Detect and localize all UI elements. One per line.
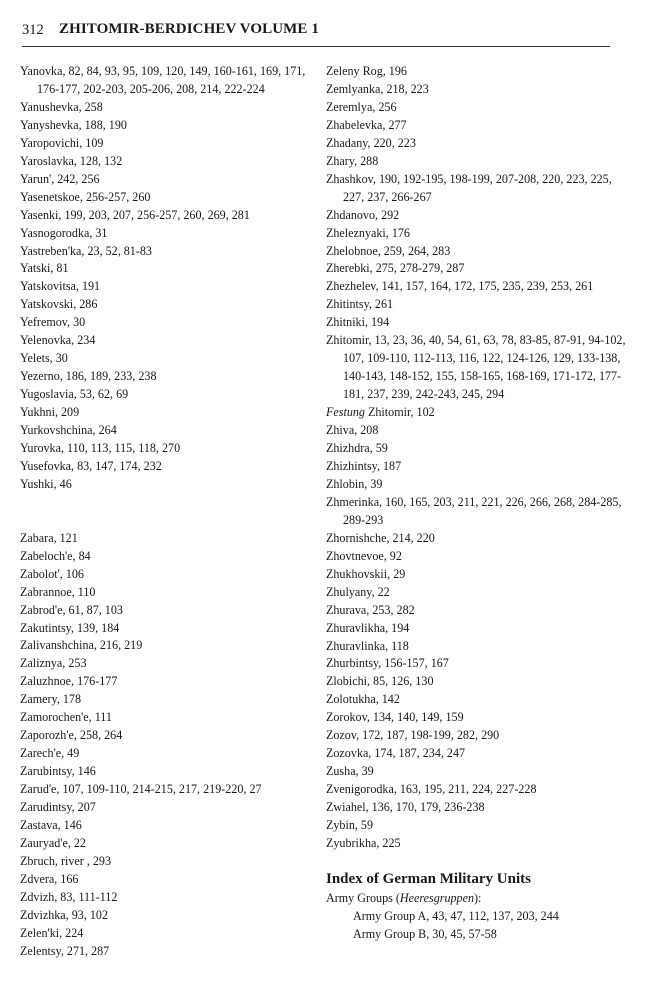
index-entry: Army Group A, 43, 47, 112, 137, 203, 244 [353, 908, 559, 923]
index-entry: Yelenovka, 234 [20, 333, 96, 348]
index-entry: Zvenigorodka, 163, 195, 211, 224, 227-228 [326, 782, 537, 797]
index-entry: Yaropovichi, 109 [20, 135, 104, 150]
index-entry: Zhizhintsy, 187 [326, 458, 402, 473]
army-groups-end: ): [474, 890, 482, 905]
index-entry: Zabara, 121 [20, 530, 78, 545]
index-entry: Zaliznya, 253 [20, 656, 87, 671]
index-entry: Zusha, 39 [326, 764, 374, 779]
index-entry: Zozov, 172, 187, 198-199, 282, 290 [326, 728, 500, 743]
index-entry: Zhukhovskii, 29 [326, 566, 406, 581]
page-number: 312 [22, 22, 44, 38]
index-entry: Zhurbintsy, 156-157, 167 [326, 656, 449, 671]
index-entry: Zhlobin, 39 [326, 476, 383, 491]
index-entry: Zelen'ki, 224 [20, 925, 84, 940]
index-entry: Zabeloch'e, 84 [20, 548, 91, 563]
index-column-right [326, 63, 626, 944]
index-entry: Yurkovshchina, 264 [20, 423, 117, 438]
index-entry: Zhelobnoe, 259, 264, 283 [326, 243, 451, 258]
index-entry: Yasnogorodka, 31 [20, 225, 108, 240]
index-entry: Zabrannoe, 110 [20, 584, 96, 599]
index-entry-festung-zhitomir [326, 404, 626, 422]
index-entry: Zhdanovo, 292 [326, 207, 400, 222]
index-group-y [20, 63, 316, 494]
index-entry: Zhurava, 253, 282 [326, 602, 415, 617]
index-entry: Zwiahel, 136, 170, 179, 236-238 [326, 800, 485, 815]
army-groups-sublist [326, 908, 626, 944]
index-entry: Yasenetskoe, 256-257, 260 [20, 189, 151, 204]
running-header [22, 20, 610, 47]
index-entry: Zorokov, 134, 140, 149, 159 [326, 710, 464, 725]
index-entry: Yurovka, 110, 113, 115, 118, 270 [20, 441, 181, 456]
index-entry: Yarun', 242, 256 [20, 171, 100, 186]
index-group-zh-b [326, 422, 626, 853]
running-head-title: ZHITOMIR-BERDICHEV VOLUME 1 [59, 21, 319, 37]
index-entry: Zeleny Rog, 196 [326, 64, 407, 78]
index-entry: Yukhni, 209 [20, 405, 80, 420]
section-heading: Index of German Military Units [326, 870, 531, 887]
index-entry: Zheleznyaki, 176 [326, 225, 410, 240]
festung-italic: Festung [326, 405, 365, 420]
index-entry: Zhovtnevoe, 92 [326, 548, 402, 563]
index-entry: Zalivanshchina, 216, 219 [20, 638, 143, 653]
index-entry: Zhadany, 220, 223 [326, 135, 416, 150]
index-entry: Zamery, 178 [20, 692, 82, 707]
index-entry: Yaroslavka, 128, 132 [20, 153, 123, 168]
index-entry: Zhuravlikha, 194 [326, 620, 410, 635]
index-entry: Yasenki, 199, 203, 207, 256-257, 260, 269, 281 [20, 207, 250, 222]
index-entry: Yatskovski, 286 [20, 297, 98, 312]
group-spacer [20, 494, 316, 530]
index-entry: Zhitomir, 13, 23, 36, 40, 54, 61, 63, 78, 83-85, 87-91, 94-102, 107, 109-110, 112-113, 116, 122, 124-126, 129, 133-138, 140-143, 148-152, 155, 158-165, 168-169, 171-172, 177-181, 237, 239, 242-243, 245, 294 [326, 333, 626, 402]
index-entry: Zhmerinka, 160, 165, 203, 211, 221, 226, 266, 268, 284-285, 289-293 [326, 494, 622, 527]
index-entry: Zabrod'e, 61, 87, 103 [20, 602, 123, 617]
index-entry: Zozovka, 174, 187, 234, 247 [326, 746, 466, 761]
index-entry: Zlobichi, 85, 126, 130 [326, 674, 434, 689]
index-entry: Zdvizh, 83, 111-112 [20, 889, 118, 904]
index-entry: Zeremlya, 256 [326, 99, 397, 114]
index-entry: Zolotukha, 142 [326, 692, 400, 707]
index-entry: Zhizhdra, 59 [326, 441, 388, 456]
index-entry: Yatskovitsa, 191 [20, 279, 101, 294]
army-groups-entry [326, 890, 626, 908]
index-entry: Zelentsy, 271, 287 [20, 943, 110, 958]
index-entry: Zhornishche, 214, 220 [326, 530, 435, 545]
index-entry: Zybin, 59 [326, 818, 374, 833]
army-groups-label: Army Groups ( [326, 890, 400, 905]
index-entry: Army Group B, 30, 45, 57-58 [353, 926, 497, 941]
index-entry: Yastreben'ka, 23, 52, 81-83 [20, 243, 152, 258]
index-entry: Zarubintsy, 146 [20, 764, 96, 779]
index-entry: Zhashkov, 190, 192-195, 198-199, 207-208, 220, 223, 225, 227, 237, 266-267 [326, 171, 612, 204]
index-entry: Zhuravlinka, 118 [326, 638, 409, 653]
index-entry: Zarudintsy, 207 [20, 800, 96, 815]
index-entry: Yanovka, 82, 84, 93, 95, 109, 120, 149, 160-161, 169, 171, 176-177, 202-203, 205-206, 208, 214, 222-224 [20, 64, 306, 96]
index-entry: Zakutintsy, 139, 184 [20, 620, 120, 635]
index-entry: Zaluzhnoe, 176-177 [20, 674, 118, 689]
index-entry: Zastava, 146 [20, 818, 82, 833]
festung-rest: Zhitomir, 102 [364, 405, 435, 420]
index-entry: Yushki, 46 [20, 476, 72, 491]
index-entry: Zarech'e, 49 [20, 746, 80, 761]
index-entry: Yatski, 81 [20, 261, 69, 276]
index-entry: Zhezhelev, 141, 157, 164, 172, 175, 235, 239, 253, 261 [326, 279, 594, 294]
index-entry: Zyubrikha, 225 [326, 835, 401, 850]
index-entry: Zdvizhka, 93, 102 [20, 907, 108, 922]
index-entry: Yelets, 30 [20, 351, 68, 366]
index-entry: Zhulyany, 22 [326, 584, 390, 599]
index-entry: Zhabelevka, 277 [326, 117, 407, 132]
index-entry: Yanyshevka, 188, 190 [20, 117, 127, 132]
index-group-z [20, 530, 316, 961]
army-groups-italic: Heeresgruppen [399, 890, 475, 905]
index-entry: Zauryad'e, 22 [20, 835, 86, 850]
index-entry: Zamorochen'e, 111 [20, 710, 112, 725]
index-entry: Yugoslavia, 53, 62, 69 [20, 387, 129, 402]
index-entry: Zhitniki, 194 [326, 315, 390, 330]
index-entry: Zherebki, 275, 278-279, 287 [326, 261, 465, 276]
index-entry: Zhiva, 208 [326, 423, 379, 438]
index-entry: Zhitintsy, 261 [326, 297, 394, 312]
index-group-zh-a [326, 63, 626, 404]
index-entry: Yusefovka, 83, 147, 174, 232 [20, 458, 162, 473]
index-entry: Zaporozh'e, 258, 264 [20, 728, 123, 743]
index-entry: Yezerno, 186, 189, 233, 238 [20, 369, 157, 384]
index-entry: Zemlyanka, 218, 223 [326, 81, 429, 96]
index-column-left [20, 63, 316, 961]
index-entry: Zdvera, 166 [20, 871, 79, 886]
index-entry: Yanushevka, 258 [20, 99, 103, 114]
index-entry: Zarud'e, 107, 109-110, 214-215, 217, 219-220, 27 [20, 782, 262, 797]
index-entry: Yefremov, 30 [20, 315, 86, 330]
index-entry: Zhary, 288 [326, 153, 379, 168]
index-entry: Zbruch, river , 293 [20, 853, 112, 868]
index-entry: Zabolot', 106 [20, 566, 84, 581]
